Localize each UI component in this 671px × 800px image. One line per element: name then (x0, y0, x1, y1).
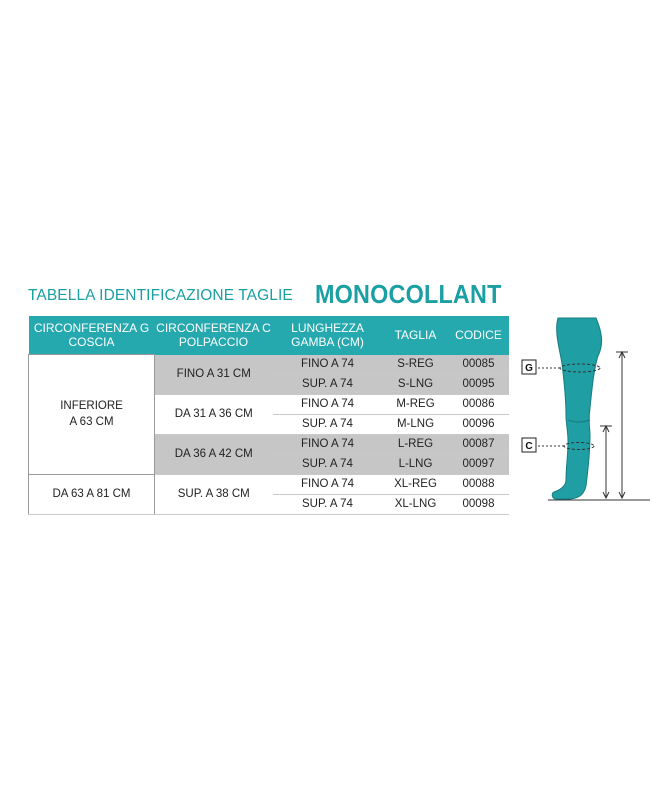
code-cell: 00096 (449, 414, 509, 434)
length-cell: SUP. A 74 (273, 494, 383, 514)
size-cell: M-LNG (383, 414, 449, 434)
header-size: TAGLIA (383, 316, 449, 355)
code-cell: 00085 (449, 355, 509, 375)
length-cell: FINO A 74 (273, 394, 383, 414)
code-cell: 00098 (449, 494, 509, 514)
length-cell: FINO A 74 (273, 474, 383, 494)
header-thigh: CIRCONFERENZA G COSCIA (29, 316, 155, 355)
stocking-leg-shape (552, 318, 601, 499)
calf-group-cell: FINO A 31 CM (155, 355, 273, 395)
length-cell: SUP. A 74 (273, 374, 383, 394)
table-header-row (29, 316, 509, 355)
title-prefix: TABELLA IDENTIFICAZIONE TAGLIE (28, 287, 293, 304)
code-cell: 00086 (449, 394, 509, 414)
code-cell: 00097 (449, 454, 509, 474)
size-table (28, 316, 509, 515)
calf-group-cell: SUP. A 38 CM (155, 474, 273, 514)
title-product: MONOCOLLANT (315, 279, 502, 309)
label-g: G (525, 363, 533, 374)
header-calf: CIRCONFERENZA C POLPACCIO (155, 316, 273, 355)
size-cell: S-LNG (383, 374, 449, 394)
label-c: C (525, 441, 533, 452)
size-cell: L-LNG (383, 454, 449, 474)
leg-measurement-diagram (518, 310, 658, 510)
header-length: LUNGHEZZA GAMBA (CM) (273, 316, 383, 355)
code-cell: 00087 (449, 434, 509, 454)
calf-group-cell: DA 36 A 42 CM (155, 434, 273, 474)
length-cell: FINO A 74 (273, 434, 383, 454)
thigh-group-cell: DA 63 A 81 CM (29, 474, 155, 514)
length-cell: SUP. A 74 (273, 414, 383, 434)
header-code: CODICE (449, 316, 509, 355)
code-cell: 00088 (449, 474, 509, 494)
size-cell: S-REG (383, 355, 449, 375)
thigh-group-cell: INFERIORE A 63 CM (29, 355, 155, 475)
size-cell: XL-LNG (383, 494, 449, 514)
length-cell: SUP. A 74 (273, 454, 383, 474)
calf-group-cell: DA 31 A 36 CM (155, 394, 273, 434)
size-cell: M-REG (383, 394, 449, 414)
size-cell: XL-REG (383, 474, 449, 494)
code-cell: 00095 (449, 374, 509, 394)
page-title (28, 279, 518, 315)
table-row (29, 355, 509, 375)
table-row (29, 474, 509, 494)
length-cell: FINO A 74 (273, 355, 383, 375)
size-cell: L-REG (383, 434, 449, 454)
